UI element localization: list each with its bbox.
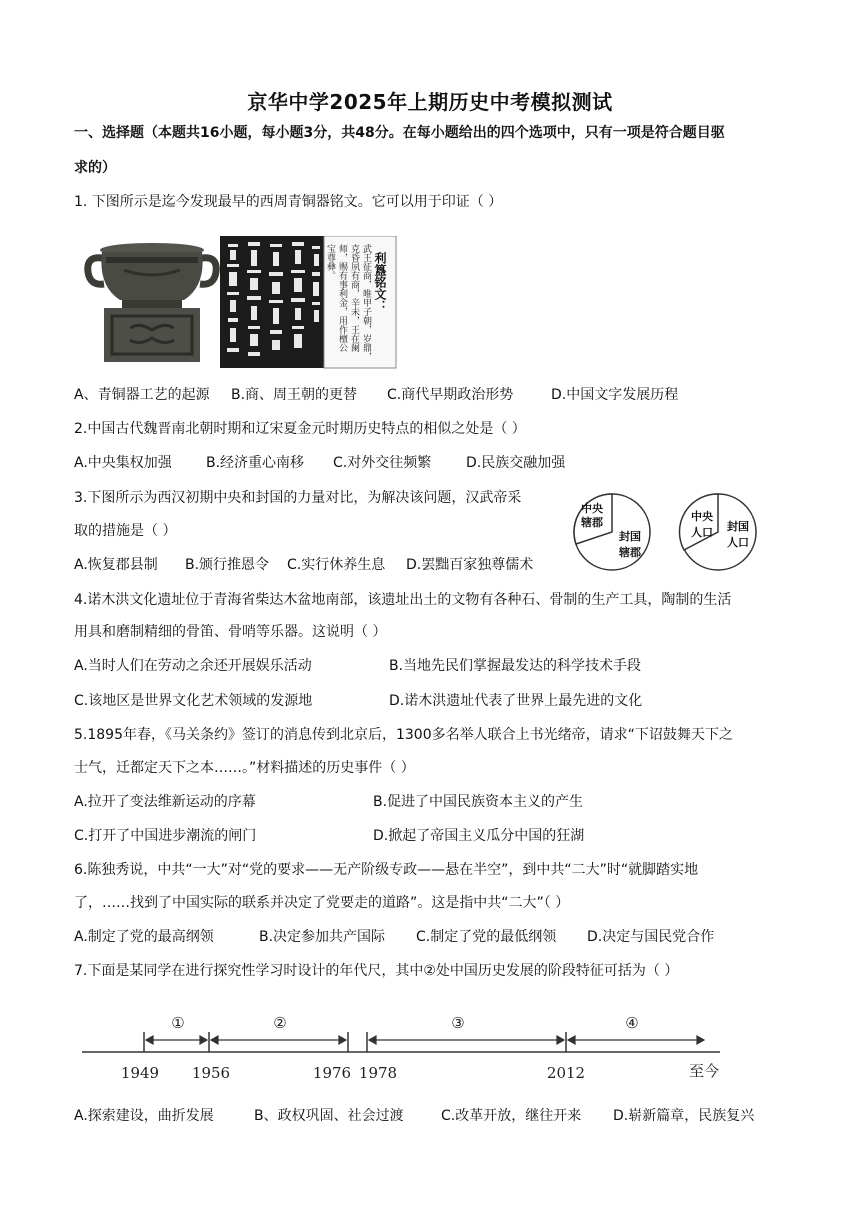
- q1-figure: [80, 236, 400, 370]
- q1-option-b[interactable]: B.商、周王朝的更替: [231, 387, 358, 403]
- q3-option-c[interactable]: C.实行休养生息: [287, 557, 386, 573]
- pie2-fief-label-2: 人口: [727, 536, 749, 549]
- pie1-fief-label-2: 辖郡: [619, 546, 641, 559]
- page-title: 京华中学2025年上期历史中考模拟测试: [247, 90, 613, 114]
- bronze-vessel-image: [88, 243, 216, 362]
- q4-stem-line2: 用具和磨制精细的骨笛、骨哨等乐器。这说明（ ）: [74, 624, 387, 640]
- q3-stem-line1: 3.下图所示为西汉初期中央和封国的力量对比，为解决该问题，汉武帝采: [74, 490, 522, 506]
- q1-option-d[interactable]: D.中国文字发展历程: [551, 387, 679, 403]
- q4-option-a[interactable]: A.当时人们在劳动之余还开展娱乐活动: [74, 658, 312, 674]
- inscription-note-2: 克昏夙有商，辛未，王在阑: [349, 244, 359, 352]
- timeline-year-1978: 1978: [358, 1064, 398, 1082]
- q3-option-d[interactable]: D.罢黜百家独尊儒术: [406, 557, 534, 573]
- pie1-center-label-2: 辖郡: [581, 516, 603, 529]
- q1-stem: 1. 下图所示是迄今发现最早的西周青铜器铭文。它可以用于印证（ ）: [74, 194, 503, 210]
- inscription-note-3: 师，赐有事利金，用作檀公: [337, 244, 347, 352]
- timeline-segment-4: ④: [625, 1014, 639, 1032]
- section-heading-line1: 一、选择题（本题共16小题，每小题3分，共48分。在每小题给出的四个选项中，只有一项是符合题目驱: [74, 125, 725, 141]
- q7-option-a[interactable]: A.探索建设，曲折发展: [74, 1108, 214, 1124]
- pie2-center-label-1: 中央: [691, 510, 713, 523]
- q3-option-a[interactable]: A.恢复郡县制: [74, 557, 158, 573]
- timeline-year-2012: 2012: [546, 1064, 586, 1082]
- q7-option-b[interactable]: B、政权巩固、社会过渡: [254, 1108, 404, 1124]
- q5-stem-line1: 5.1895年春，《马关条约》签订的消息传到北京后，1300多名举人联合上书光绪帝，请求“下诏鼓舞天下之: [74, 727, 733, 743]
- q5-option-a[interactable]: A.拉开了变法维新运动的序幕: [74, 794, 256, 810]
- q4-stem-line1: 4.诺木洪文化遗址位于青海省柴达木盆地南部，该遗址出土的文物有各种石、骨制的生产工具，陶制的生活: [74, 592, 732, 608]
- timeline-year-1956: 1956: [191, 1064, 231, 1082]
- inscription-note-1: 武王征商，唯甲子朝，岁鼎，: [361, 244, 371, 361]
- q7-option-d[interactable]: D.崭新篇章，民族复兴: [613, 1108, 755, 1124]
- q7-option-c[interactable]: C.改革开放，继往开来: [441, 1108, 582, 1124]
- section-heading-line2: 求的）: [74, 160, 116, 176]
- q5-stem-line2: 士气，迁都定天下之本……。”材料描述的历史事件（ ）: [74, 760, 415, 776]
- q1-option-c[interactable]: C.商代早期政治形势: [387, 387, 514, 403]
- inscription-title: 利簋铭文：: [373, 252, 387, 312]
- q6-option-b[interactable]: B.决定参加共产国际: [259, 929, 386, 945]
- timeline-segment-1: ①: [171, 1014, 185, 1032]
- pie-commanderies: [574, 494, 650, 570]
- inscription-transcription: [324, 236, 396, 368]
- pie2-center-label-2: 人口: [691, 526, 713, 539]
- q5-option-c[interactable]: C.打开了中国进步潮流的闸门: [74, 828, 257, 844]
- q6-stem-line2: 了，……找到了中国实际的联系并决定了党要走的道路”。这是指中共“二大”（ ）: [74, 895, 570, 911]
- q4-option-b[interactable]: B.当地先民们掌握最发达的科学技术手段: [389, 658, 642, 674]
- q6-stem-line1: 6.陈独秀说，中共“一大”对“党的要求——无产阶级专政——悬在半空”，到中共“二大”时“就脚踏实地: [74, 862, 699, 878]
- pie1-center-label-1: 中央: [581, 502, 603, 515]
- q2-option-a[interactable]: A.中央集权加强: [74, 455, 172, 471]
- q1-option-a[interactable]: A、青铜器工艺的起源: [74, 387, 210, 403]
- q6-option-d[interactable]: D.决定与国民党合作: [587, 929, 715, 945]
- q4-option-d[interactable]: D.诺木洪遗址代表了世界上最先进的文化: [389, 693, 643, 709]
- q2-option-c[interactable]: C.对外交往频繁: [333, 455, 432, 471]
- inscription-rubbing-image: [220, 236, 324, 368]
- q7-timeline: [80, 1006, 740, 1088]
- pie1-fief-label-1: 封国: [619, 530, 641, 543]
- q2-stem: 2.中国古代魏晋南北朝时期和辽宋夏金元时期历史特点的相似之处是（ ）: [74, 421, 526, 437]
- q6-option-c[interactable]: C.制定了党的最低纲领: [416, 929, 557, 945]
- q3-option-b[interactable]: B.颁行推恩令: [185, 557, 270, 573]
- timeline-year-1949: 1949: [120, 1064, 160, 1082]
- q3-stem-line2: 取的措施是（ ）: [74, 523, 177, 539]
- q4-option-c[interactable]: C.该地区是世界文化艺术领域的发源地: [74, 693, 313, 709]
- q6-option-a[interactable]: A.制定了党的最高纲领: [74, 929, 214, 945]
- timeline-year-1976: 1976: [312, 1064, 352, 1082]
- q7-stem: 7.下面是某同学在进行探究性学习时设计的年代尺，其中②处中国历史发展的阶段特征可括为（ ）: [74, 963, 679, 979]
- timeline-segment-2: ②: [273, 1014, 287, 1032]
- pie-population: [679, 494, 756, 570]
- q2-option-d[interactable]: D.民族交融加强: [466, 455, 566, 471]
- pie2-fief-label-1: 封国: [727, 520, 749, 533]
- inscription-note-4: 宝尊彝。: [325, 244, 335, 280]
- q5-option-b[interactable]: B.促进了中国民族资本主义的产生: [373, 794, 584, 810]
- q2-option-b[interactable]: B.经济重心南移: [206, 455, 305, 471]
- timeline-end-label: 至今: [688, 1062, 720, 1080]
- q5-option-d[interactable]: D.掀起了帝国主义瓜分中国的狂湖: [373, 828, 585, 844]
- timeline-segment-3: ③: [451, 1014, 465, 1032]
- q3-pie-charts: [572, 490, 772, 574]
